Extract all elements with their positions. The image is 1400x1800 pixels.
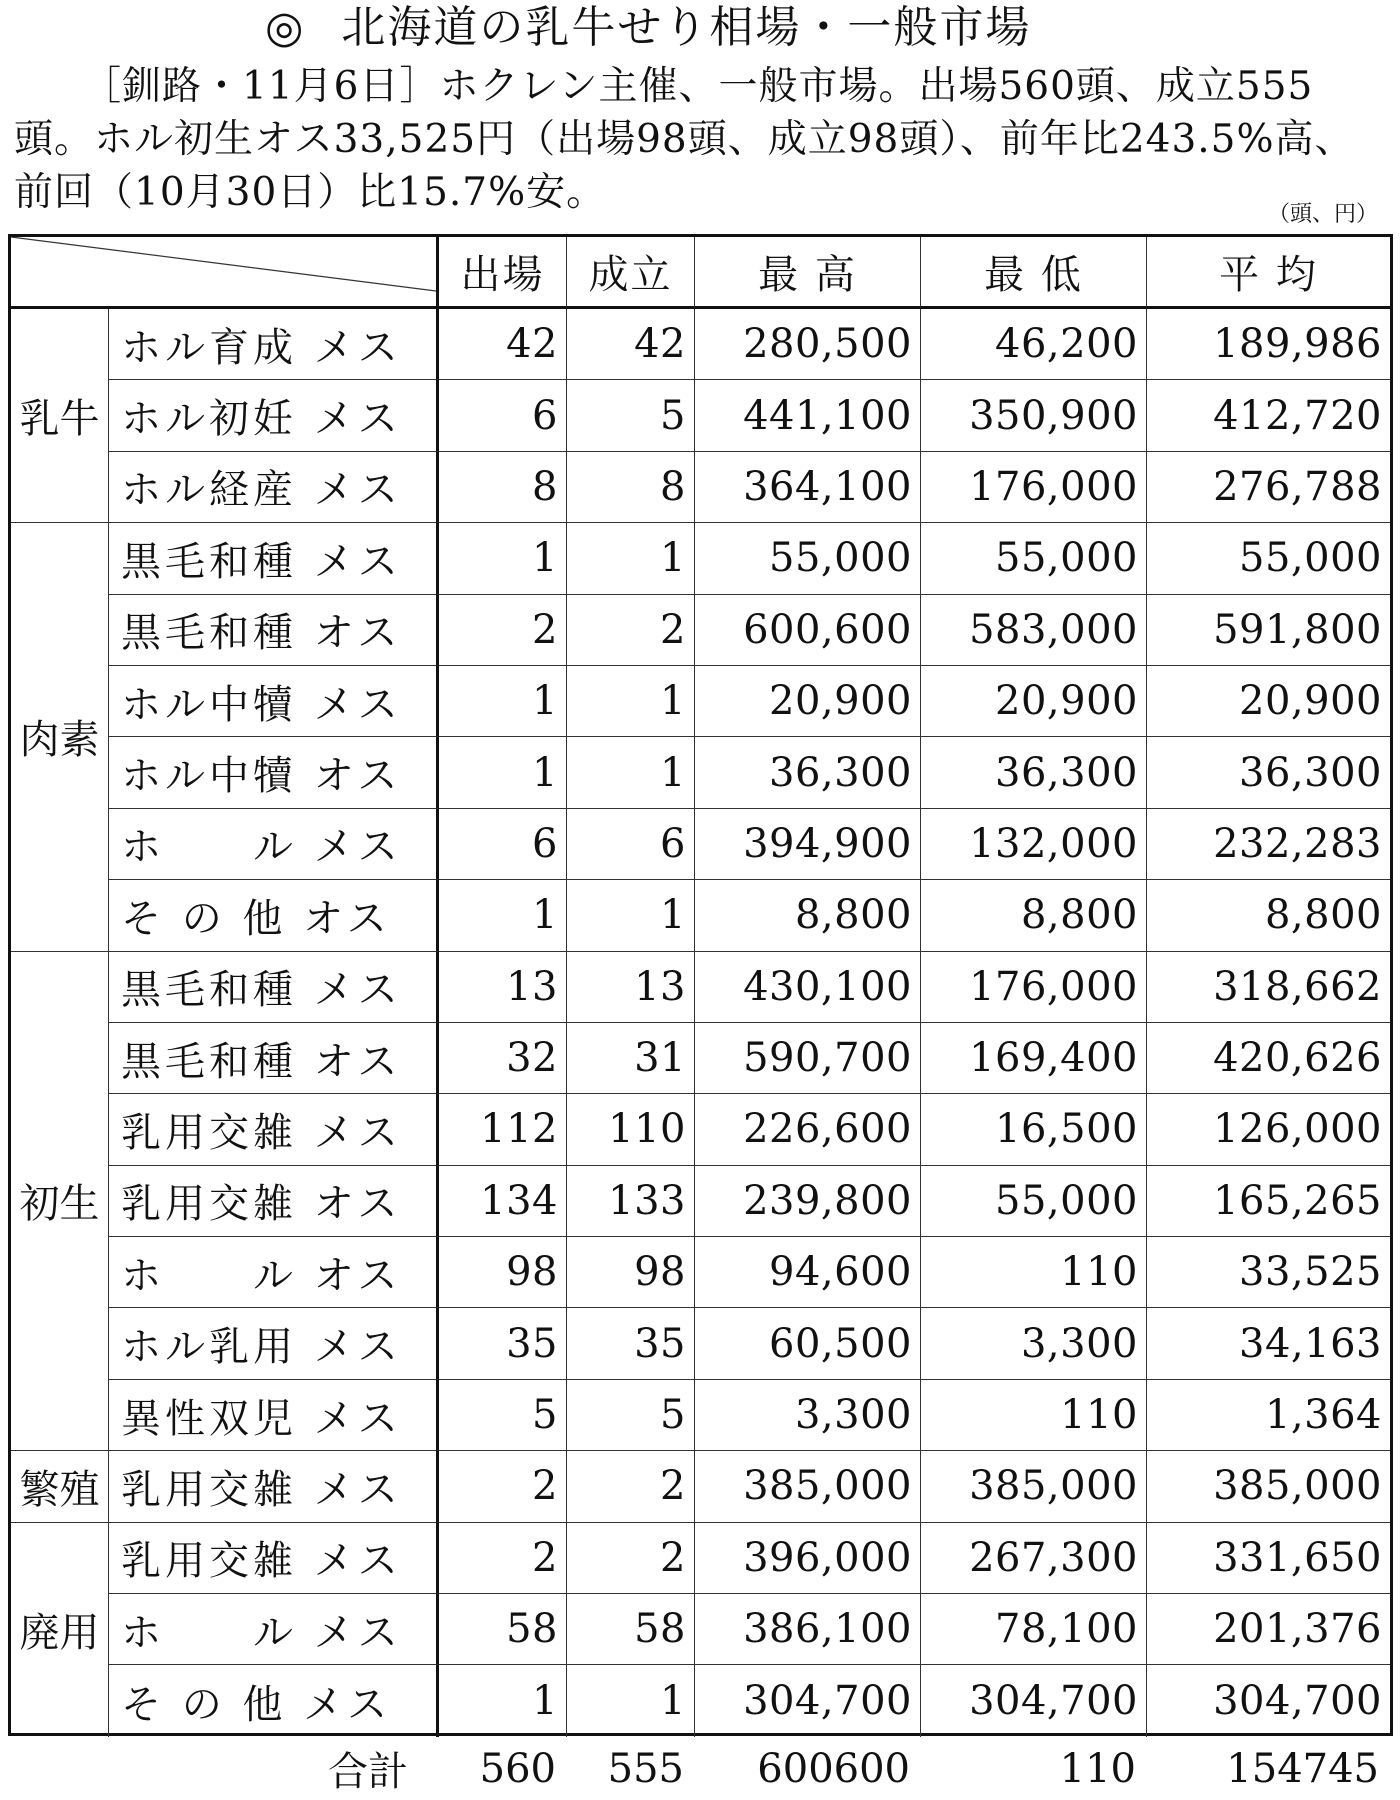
cell-shutsujo: 1 [439,666,567,737]
unit-note: （頭、円） [1267,202,1378,227]
cell-min: 20,900 [921,666,1147,737]
lead-paragraph: ［釧路・11月6日］ホクレン主催、一般市場。出場560頭、成立555頭。ホル初生オス33,525円（出場98頭、成立98頭）、前年比243.5%高、前回（10月30日）比15.7%安。 [14,64,1355,215]
cell-avg: 331,650 [1147,1523,1390,1594]
price-table [8,234,1393,1736]
row-kind-label: ホル初妊 メス [109,380,439,451]
cell-max: 55,000 [695,523,921,594]
row-kind-label: そ の 他 メス [109,1665,439,1736]
cell-min: 350,900 [921,380,1147,451]
cell-avg: 34,163 [1147,1308,1390,1379]
header-corner-cell [11,237,439,309]
total-max: 600600 [757,1745,910,1792]
cell-min: 110 [921,1237,1147,1308]
cell-shutsujo: 32 [439,1023,567,1094]
cell-seiritsu: 5 [567,1380,695,1451]
totals-row [8,1740,1393,1796]
cell-avg: 385,000 [1147,1451,1390,1522]
cell-min: 3,300 [921,1308,1147,1379]
header-seiritsu: 成立 [567,237,695,309]
cell-avg: 1,364 [1147,1380,1390,1451]
row-kind-label: ホル中犢 オス [109,737,439,808]
category-label: 廃用 [11,1523,109,1737]
totals-label: 合計 [328,1749,408,1795]
cell-seiritsu: 98 [567,1237,695,1308]
category-label: 繁殖 [11,1451,109,1522]
cell-shutsujo: 5 [439,1380,567,1451]
header-shutsujo: 出場 [439,237,567,309]
cell-max: 364,100 [695,452,921,523]
cell-shutsujo: 13 [439,952,567,1023]
row-kind-label: 黒毛和種 オス [109,595,439,666]
row-kind-label: ホ ル メス [109,809,439,880]
cell-max: 441,100 [695,380,921,451]
cell-max: 60,500 [695,1308,921,1379]
total-shutsujo: 560 [479,1745,556,1792]
cell-min: 132,000 [921,809,1147,880]
cell-min: 304,700 [921,1665,1147,1736]
cell-shutsujo: 42 [439,309,567,380]
row-kind-label: ホル経産 メス [109,452,439,523]
cell-avg: 276,788 [1147,452,1390,523]
cell-min: 78,100 [921,1594,1147,1665]
cell-shutsujo: 1 [439,1665,567,1736]
cell-seiritsu: 1 [567,880,695,951]
cell-min: 176,000 [921,452,1147,523]
row-kind-label: 異性双児 メス [109,1380,439,1451]
cell-seiritsu: 110 [567,1094,695,1165]
row-kind-label: ホル中犢 メス [109,666,439,737]
row-kind-label: そ の 他 オス [109,880,439,951]
header-min: 最 低 [921,237,1147,309]
cell-avg: 55,000 [1147,523,1390,594]
cell-avg: 304,700 [1213,1678,1382,1725]
row-kind-label: ホル乳用 メス [109,1308,439,1379]
header-max: 最 高 [695,237,921,309]
cell-max: 600,600 [695,595,921,666]
cell-max: 590,700 [695,1023,921,1094]
cell-max: 430,100 [695,952,921,1023]
cell-seiritsu: 31 [567,1023,695,1094]
cell-max: 226,600 [695,1094,921,1165]
cell-seiritsu: 1 [567,1665,695,1736]
row-kind-label: 乳用交雑 オス [109,1166,439,1237]
cell-min: 8,800 [921,880,1147,951]
cell-shutsujo: 58 [439,1594,567,1665]
cell-seiritsu: 58 [567,1594,695,1665]
row-kind-label: 乳用交雑 メス [109,1523,439,1594]
cell-seiritsu: 8 [567,452,695,523]
cell-seiritsu: 133 [567,1166,695,1237]
row-kind-label: ホ ル メス [109,1594,439,1665]
cell-min: 169,400 [921,1023,1147,1094]
cell-avg: 20,900 [1147,666,1390,737]
cell-max: 304,700 [695,1665,921,1736]
row-kind-label: 黒毛和種 オス [109,1023,439,1094]
category-label: 初生 [11,952,109,1452]
row-kind-label: ホル育成 メス [109,309,439,380]
cell-max: 280,500 [695,309,921,380]
cell-shutsujo: 1 [439,880,567,951]
cell-min: 267,300 [921,1523,1147,1594]
cell-min: 583,000 [921,595,1147,666]
cell-max: 36,300 [695,737,921,808]
double-circle-icon: ◎ [265,2,306,53]
cell-shutsujo: 2 [439,1523,567,1594]
cell-seiritsu: 2 [567,1451,695,1522]
cell-shutsujo: 134 [439,1166,567,1237]
cell-seiritsu: 1 [567,737,695,808]
row-kind-label: 乳用交雑 メス [109,1094,439,1165]
cell-shutsujo: 8 [439,452,567,523]
cell-min: 385,000 [921,1451,1147,1522]
cell-shutsujo: 6 [439,380,567,451]
row-kind-label: 黒毛和種 メス [109,952,439,1023]
cell-avg: 232,283 [1147,809,1390,880]
cell-min: 36,300 [921,737,1147,808]
total-min: 110 [1059,1745,1136,1792]
title-text: 北海道の乳牛せり相場・一般市場 [341,2,1032,53]
cell-max: 239,800 [695,1166,921,1237]
cell-max: 20,900 [695,666,921,737]
cell-min: 46,200 [921,309,1147,380]
cell-min: 55,000 [921,523,1147,594]
cell-shutsujo: 2 [439,1451,567,1522]
cell-seiritsu: 35 [567,1308,695,1379]
cell-avg: 318,662 [1147,952,1390,1023]
header-avg: 平 均 [1147,237,1390,309]
cell-avg: 165,265 [1147,1166,1390,1237]
cell-min: 55,000 [921,1166,1147,1237]
cell-seiritsu: 1 [567,666,695,737]
cell-max: 386,100 [695,1594,921,1665]
cell-max: 94,600 [695,1237,921,1308]
cell-max: 394,900 [695,809,921,880]
row-kind-label: ホ ル オス [109,1237,439,1308]
cell-max: 396,000 [695,1523,921,1594]
cell-shutsujo: 2 [439,595,567,666]
cell-seiritsu: 42 [567,309,695,380]
cell-shutsujo: 35 [439,1308,567,1379]
cell-seiritsu: 13 [567,952,695,1023]
cell-avg: 412,720 [1147,380,1390,451]
cell-seiritsu: 5 [567,380,695,451]
diagonal-line-icon [11,237,436,306]
cell-shutsujo: 1 [439,737,567,808]
total-seiritsu: 555 [607,1745,684,1792]
cell-shutsujo: 98 [439,1237,567,1308]
cell-seiritsu: 1 [567,523,695,594]
cell-min: 110 [921,1380,1147,1451]
cell-seiritsu: 2 [567,1523,695,1594]
cell-avg: 33,525 [1147,1237,1390,1308]
cell-avg: 591,800 [1147,595,1390,666]
cell-avg: 36,300 [1147,737,1390,808]
cell-avg: 126,000 [1147,1094,1390,1165]
row-kind-label: 黒毛和種 メス [109,523,439,594]
cell-seiritsu: 2 [567,595,695,666]
cell-seiritsu: 6 [567,809,695,880]
cell-avg: 189,986 [1147,309,1390,380]
cell-min: 176,000 [921,952,1147,1023]
cell-shutsujo: 1 [439,523,567,594]
row-kind-label: 乳用交雑 メス [109,1451,439,1522]
page-title [265,2,1031,54]
cell-min: 16,500 [921,1094,1147,1165]
total-avg: 154745 [1226,1745,1379,1792]
category-label: 乳牛 [11,309,109,523]
cell-max: 3,300 [695,1380,921,1451]
cell-avg: 201,376 [1147,1594,1390,1665]
category-label: 肉素 [11,523,109,951]
cell-shutsujo: 6 [439,809,567,880]
cell-max: 8,800 [695,880,921,951]
cell-avg: 8,800 [1147,880,1390,951]
cell-avg: 420,626 [1147,1023,1390,1094]
cell-shutsujo: 112 [439,1094,567,1165]
cell-max: 385,000 [695,1451,921,1522]
